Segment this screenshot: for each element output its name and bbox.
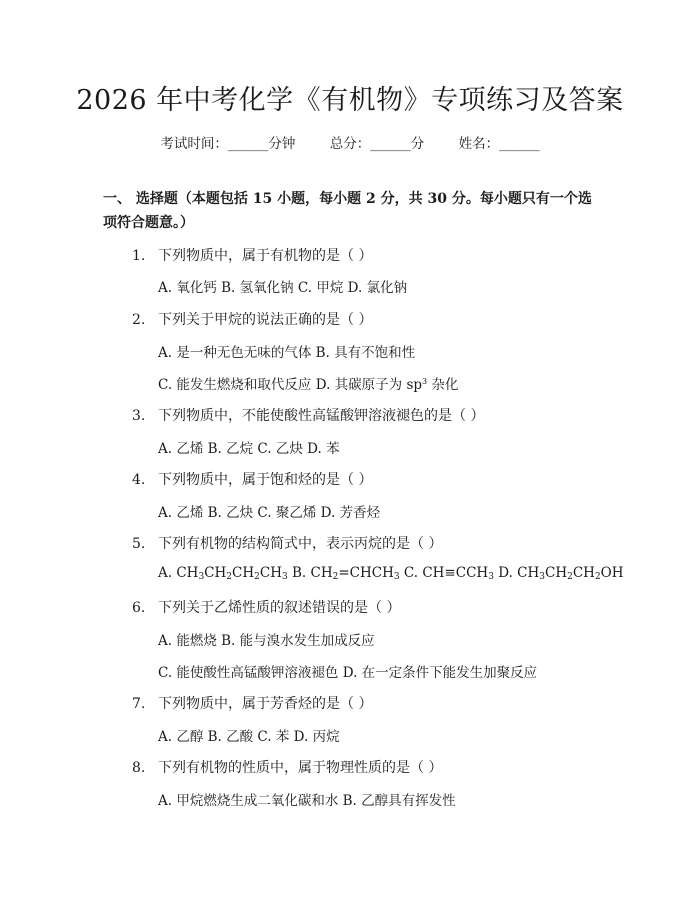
question-text: 下列物质中，不能使酸性高锰酸钾溶液褪色的是（ ）	[158, 408, 485, 424]
question-6-options-a: A. 能燃烧 B. 能与溴水发生加成反应	[158, 633, 375, 649]
question-6	[132, 597, 400, 617]
question-text: 下列关于乙烯性质的叙述错误的是（ ）	[158, 600, 401, 616]
question-text: 下列物质中，属于饱和烃的是（ ）	[158, 472, 373, 488]
question-number: 1.	[132, 248, 146, 264]
question-text: 下列物质中，属于有机物的是（ ）	[158, 248, 373, 264]
question-number: 6.	[132, 600, 146, 616]
student-name-field: 姓名：______	[458, 136, 540, 152]
question-8-options: A. 甲烷燃烧生成二氧化碳和水 B. 乙醇具有挥发性	[158, 793, 456, 809]
page-title: 2026 年中考化学《有机物》专项练习及答案	[76, 85, 624, 116]
section-heading: 一、 选择题（本题包括 15 小题，每小题 2 分，共 30 分。每小题只有一个选项符合题意。）	[103, 191, 592, 231]
question-number: 3.	[132, 408, 146, 424]
question-8	[132, 757, 442, 777]
exam-time-field: 考试时间：______分钟	[160, 136, 296, 152]
question-number: 7.	[132, 696, 146, 712]
question-5	[132, 533, 442, 553]
question-3	[132, 405, 484, 425]
question-6-options-b: C. 能使酸性高锰酸钾溶液褪色 D. 在一定条件下能发生加聚反应	[158, 665, 538, 681]
question-number: 4.	[132, 472, 146, 488]
total-score-field: 总分：______分	[329, 136, 425, 152]
question-2	[132, 309, 372, 329]
question-text: 下列关于甲烷的说法正确的是（ ）	[158, 312, 373, 328]
question-text: 下列有机物的性质中，属于物理性质的是（ ）	[158, 760, 443, 776]
question-text: 下列物质中，属于芳香烃的是（ ）	[158, 696, 373, 712]
question-number: 5.	[132, 536, 146, 552]
question-4-options: A. 乙烯 B. 乙炔 C. 聚乙烯 D. 芳香烃	[158, 505, 381, 521]
question-3-options: A. 乙烯 B. 乙烷 C. 乙炔 D. 苯	[158, 441, 340, 457]
question-7-options: A. 乙醇 B. 乙酸 C. 苯 D. 丙烷	[158, 729, 340, 745]
question-1	[132, 245, 372, 265]
question-number: 8.	[132, 760, 146, 776]
question-number: 2.	[132, 312, 146, 328]
question-4	[132, 469, 372, 489]
question-2-options-b: C. 能发生燃烧和取代反应 D. 其碳原子为 $sp^3$ 杂化	[158, 377, 459, 393]
question-text: 下列有机物的结构简式中，表示丙烷的是（ ）	[158, 536, 443, 552]
question-2-options-a: A. 是一种无色无味的气体 B. 具有不饱和性	[158, 345, 416, 361]
question-1-options: A. 氧化钙 B. 氢氧化钠 C. 甲烷 D. 氯化钠	[158, 280, 408, 296]
question-7	[132, 693, 372, 713]
exam-info-line	[0, 132, 700, 152]
question-5-options: A. $CH_3CH_2CH_2CH_3$ B. $CH_2=CHCH_3$ C. $CH\equiv CCH_3$ D. $CH_3CH_2CH_2OH$	[158, 565, 624, 582]
